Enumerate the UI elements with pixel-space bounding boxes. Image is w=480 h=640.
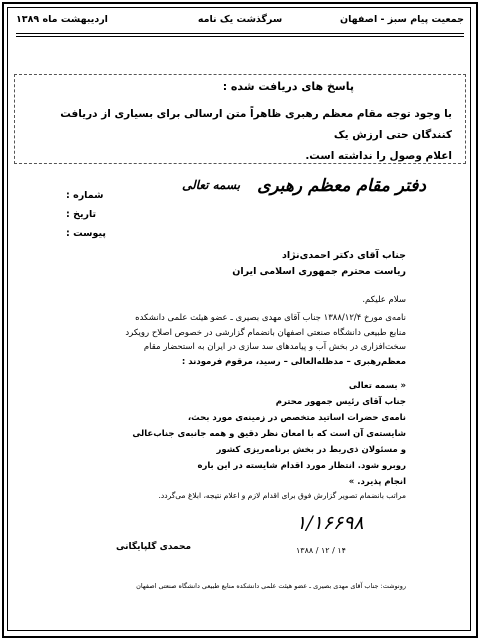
response-body <box>32 104 452 167</box>
response-line: با وجود توجه مقام معظم رهبری ظاهراً متن ارسالی برای بسیاری از دریافت کنندگان حتی ارزش یک <box>60 108 452 141</box>
attachment-label: پیوست : <box>66 228 106 239</box>
greeting: سلام علیکم. <box>362 295 406 305</box>
closing-line: مراتب بانضمام تصویر گزارش فوق برای اقدام لازم و اعلام نتیجه، ابلاغ می‌گردد. <box>158 491 406 500</box>
quote-line: شایسته‌ی آن است که با امعان نظر دقیق و همه جانبه‌ی جناب‌عالی <box>132 429 406 439</box>
addressee-title: ریاست محترم جمهوری اسلامی ایران <box>232 266 406 277</box>
quote-line: جناب آقای رئیس جمهور محترم <box>275 397 406 407</box>
header-date: اردیبهشت ماه ۱۳۸۹ <box>16 14 108 25</box>
addressee: جناب آقای دکتر احمدی‌نژاد <box>282 250 406 261</box>
paragraph-line: معظم‌رهبری – مدظله‌العالی – رسید، مرقوم فرمودند : <box>181 356 406 367</box>
number-label: شماره : <box>66 190 104 201</box>
cc-line: رونوشت: جناب آقای مهدی بصیری ـ عضو هیئت علمی دانشکده منابع طبیعی دانشگاه صنعتی اصفهان <box>136 582 406 590</box>
response-line: اعلام وصول را نداشته است. <box>305 150 452 162</box>
signature-date: ۱۳۸۸ / ۱۲ / ۱۴ <box>296 546 346 555</box>
paragraph-line: سخت‌افزاری در بخش آب و پیامدهای سد سازی در ایران به استحضار مقام <box>143 342 406 352</box>
page-header <box>16 14 464 30</box>
office-letterhead: دفتر مقام معظم رهبری <box>257 176 426 196</box>
org-name: جمعیت پیام سبز - اصفهان <box>339 14 464 25</box>
paragraph-line: منابع طبیعی دانشگاه صنعتی اصفهان بانضمام گزارشی در خصوص اصلاح رویکرد <box>125 327 406 338</box>
quote-line: نامه‌ی حضرات اساتید متخصص در زمینه‌ی مورد بحث، <box>187 413 406 423</box>
header-title: سرگذشت یک نامه <box>197 14 283 25</box>
quoted-instruction <box>132 378 406 490</box>
reference-number: ۱/۱۶۶۹۸ <box>296 512 364 534</box>
letter-paragraph <box>125 311 406 369</box>
quote-line: رو‌برو شود. انتظار مورد اقدام شایسته در این باره <box>197 461 406 471</box>
signer-name: محمدی گلپایگانی <box>116 542 192 552</box>
response-title: پاسخ های دریافت شده : <box>222 80 354 93</box>
quote-line: و مسئولان ذی‌ربط در بخش برنامه‌ریزی کشور <box>216 445 406 455</box>
quote-line: انجام پذیرد. » <box>348 477 406 487</box>
header-rule <box>16 33 464 34</box>
bismihi: بسمه تعالی <box>182 178 241 192</box>
header-rule-2 <box>16 36 464 37</box>
quote-line: « بسمه تعالی <box>348 381 406 391</box>
date-label: تاریخ : <box>66 209 97 220</box>
paragraph-line: نامه‌ی مورخ ۱۳۸۸/۱۲/۴ جناب آقای مهدی بصیری ـ عضو هیئت علمی دانشکده <box>135 313 406 323</box>
cc-block <box>136 580 406 593</box>
